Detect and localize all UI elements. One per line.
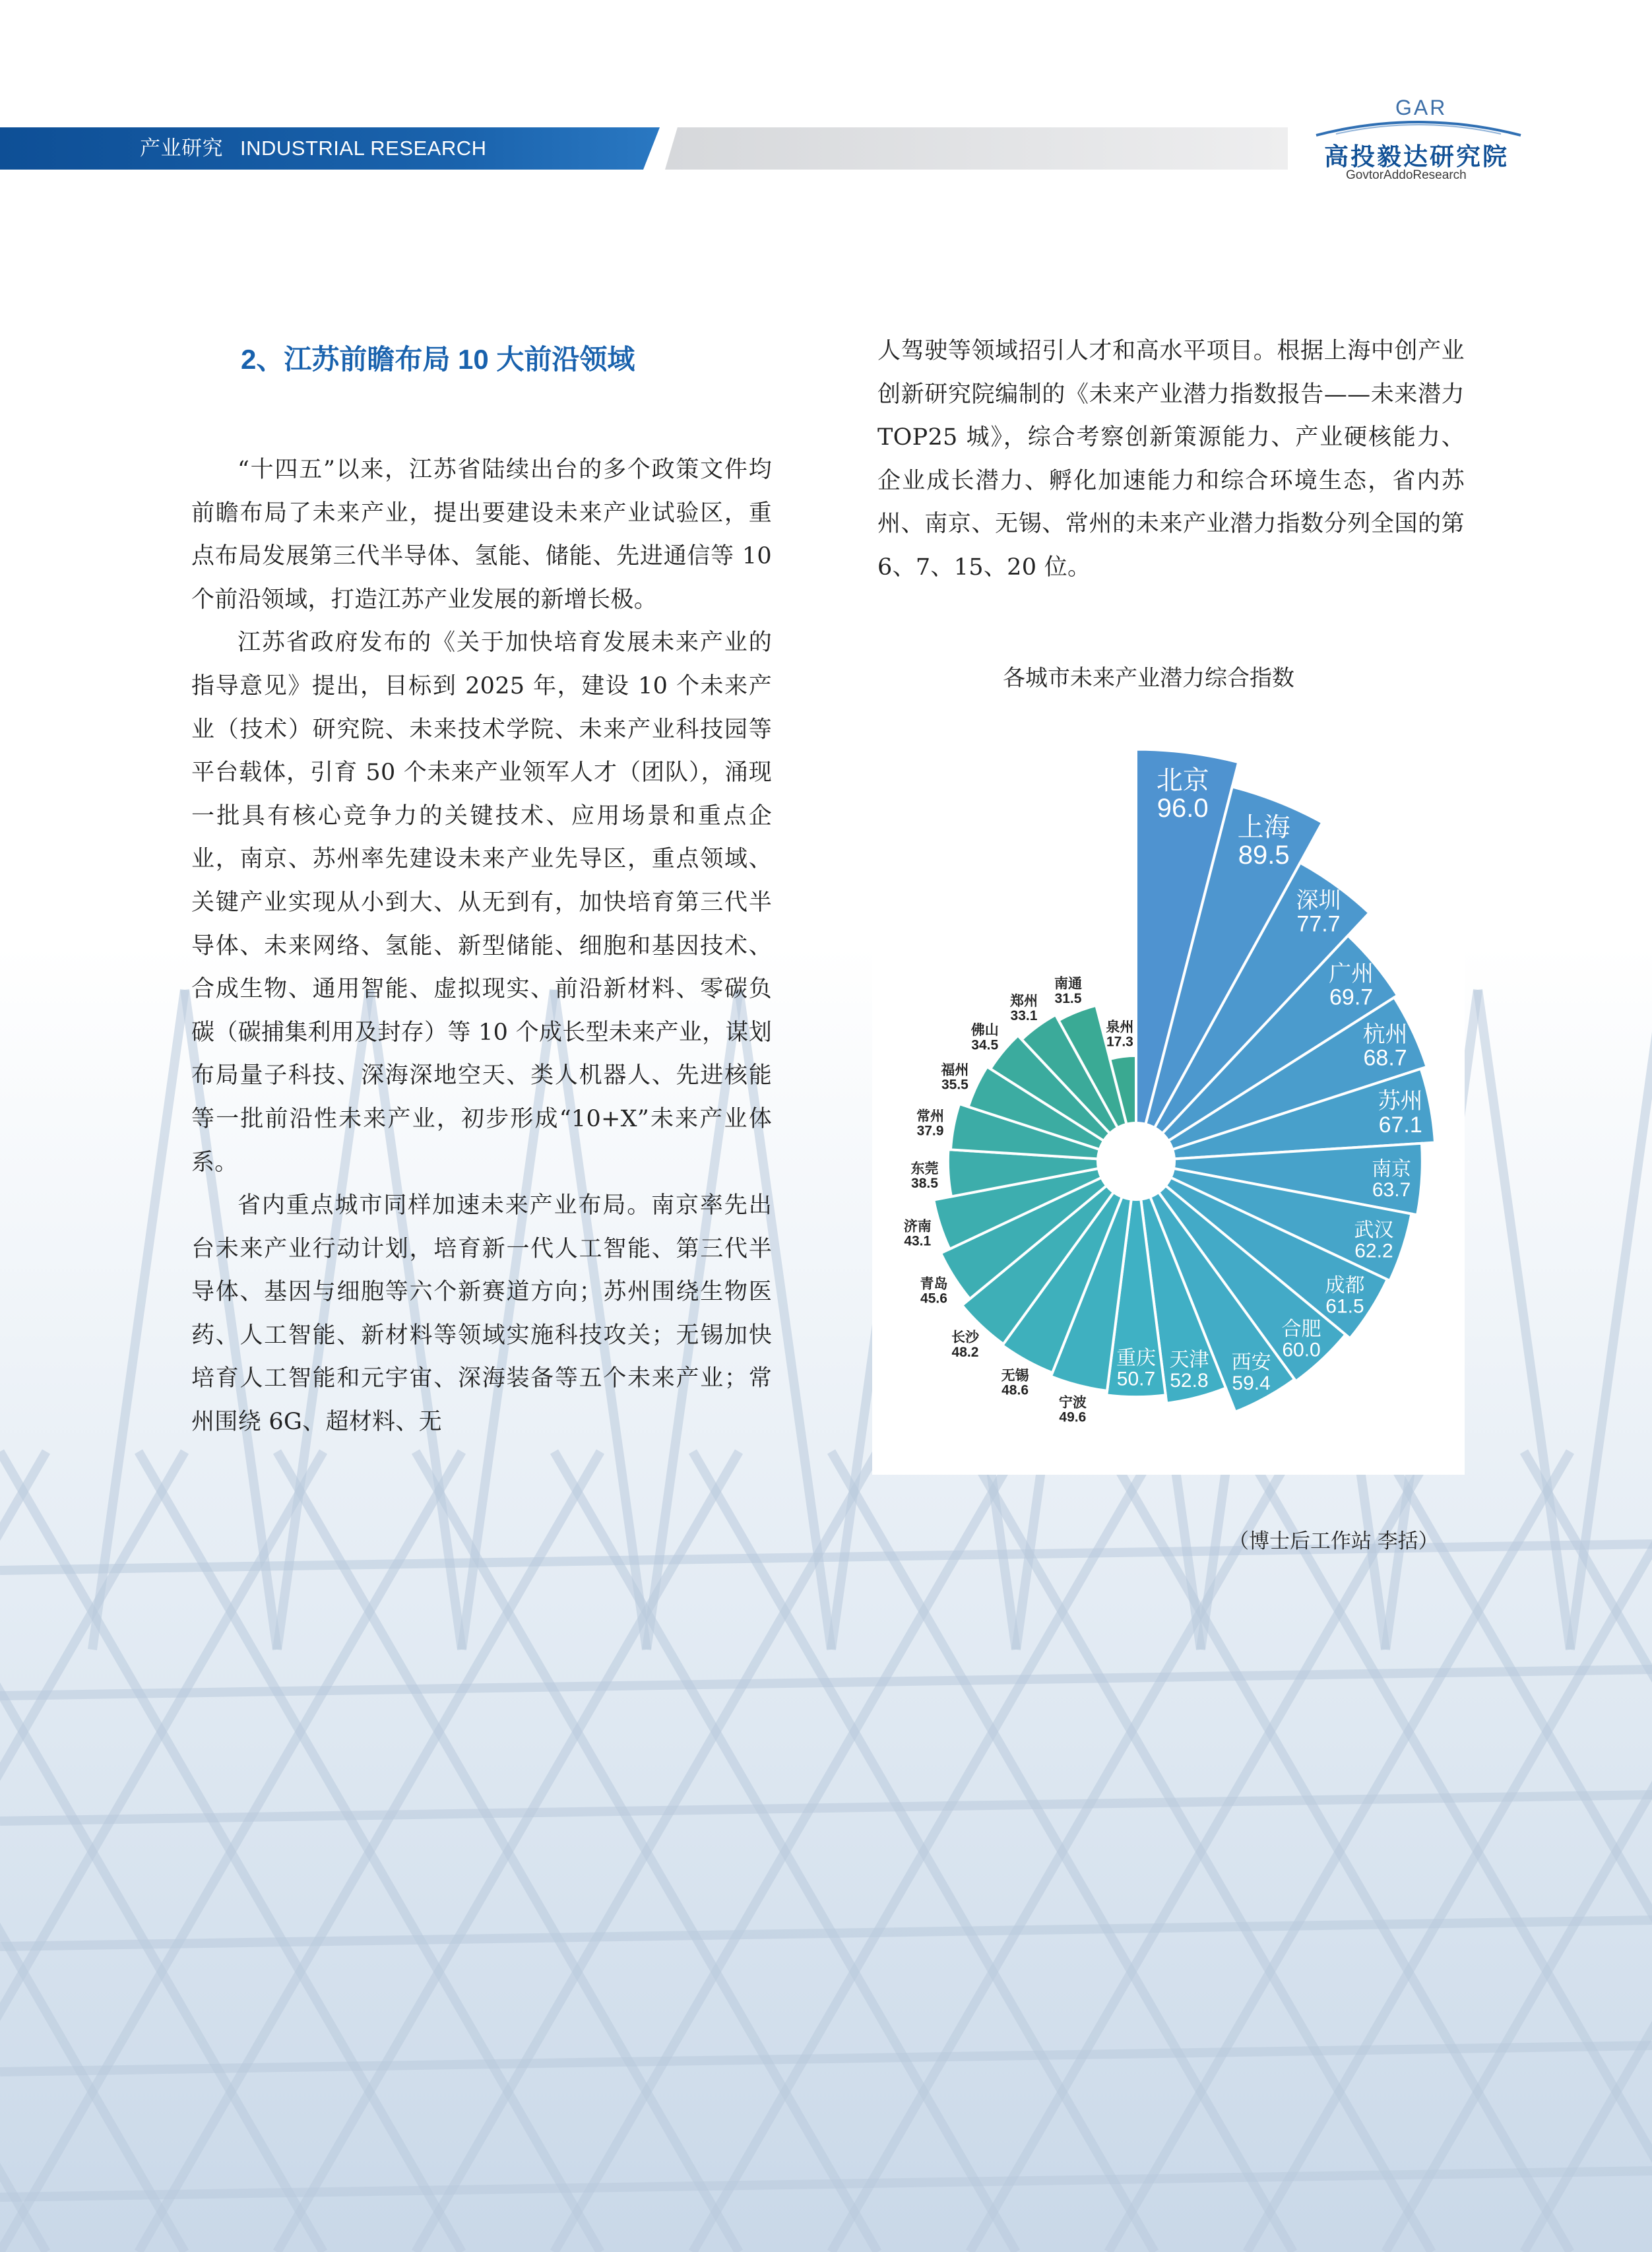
value-label: 96.0 (1157, 794, 1209, 823)
category-label: 青岛 (920, 1276, 948, 1292)
value-label: 68.7 (1363, 1045, 1407, 1071)
category-label: 杭州 (1362, 1021, 1408, 1047)
category-label: 泉州 (1106, 1019, 1134, 1035)
gar-logo (1310, 96, 1527, 188)
value-label: 48.2 (951, 1344, 979, 1360)
category-label: 佛山 (970, 1023, 999, 1039)
value-label: 62.2 (1354, 1240, 1393, 1262)
category-label: 深圳 (1296, 888, 1341, 914)
value-label: 77.7 (1296, 911, 1341, 937)
value-label: 45.6 (920, 1291, 947, 1306)
value-label: 59.4 (1232, 1372, 1271, 1395)
value-label: 35.5 (941, 1077, 969, 1093)
paragraph-3: 省内重点城市同样加速未来产业布局。南京率先出台未来产业行动计划，培育新一代人工智能、第三代半导体、基因与细胞等六个新赛道方向；苏州围绕生物医药、人工智能、新材料等领域实施科技攻关；无锡加快培育人工智能和元宇宙、深海装备等五个未来产业；常州围绕 6G、超材料、无 (191, 1192, 772, 1436)
value-label: 49.6 (1059, 1409, 1087, 1425)
category-label: 东莞 (910, 1161, 939, 1177)
category-label: 济南 (903, 1219, 932, 1235)
logo-arc-icon (1310, 112, 1527, 138)
chart-container (872, 709, 1465, 1475)
header-grey-bar (665, 127, 1288, 170)
category-label: 成都 (1325, 1274, 1365, 1297)
paragraph-4: 人驾驶等领域招引人才和高水平项目。根据上海中创产业创新研究院编制的《未来产业潜力指数报告——未来潜力 TOP25 城》，综合考察创新策源能力、产业硬核能力、企业成长潜力、孵化加速能力和综合环境生态，省内苏州、南京、无锡、常州的未来产业潜力指数分列全国的第 6、7、15、20 位。 (877, 338, 1465, 581)
author-credit: （博士后工作站 李括） (1228, 1529, 1439, 1553)
category-label: 南京 (1372, 1158, 1412, 1180)
logo-abbr: GAR (1395, 96, 1447, 119)
value-label: 67.1 (1378, 1112, 1422, 1138)
category-label: 北京 (1156, 766, 1209, 796)
value-label: 50.7 (1116, 1368, 1156, 1390)
radial-bar-chart (872, 709, 1465, 1475)
chart-center-hole (1099, 1124, 1173, 1198)
value-label: 61.5 (1325, 1295, 1364, 1318)
section-title: 2、江苏前瞻布局 10 大前沿领域 (241, 344, 635, 375)
paragraph-2: 江苏省政府发布的《关于加快培育发展未来产业的指导意见》提出，目标到 2025 年，建设 10 个未来产业（技术）研究院、未来技术学院、未来产业科技园等平台载体，引育 50 个未来产业领军人才（团队），涌现一批具有核心竞争力的关键技术、应用场景和重点企业，南京、苏州率先建设未来产业先导区，重点领域、关键产业实现从小到大、从无到有，加快培育第三代半导体、未来网络、氢能、新型储能、细胞和基因技术、合成生物、通用智能、虚拟现实、前沿新材料、零碳负碳（碳捕集利用及封存）等 10 个成长型未来产业，谋划布局量子科技、深海深地空天、类人机器人、先进核能等一批前沿性未来产业，初步形成“10+X”未来产业体系。 (191, 629, 772, 1176)
logo-name-en: GovtorAddoResearch (1346, 168, 1467, 182)
category-label: 无锡 (1001, 1368, 1029, 1384)
category-label: 南通 (1054, 976, 1082, 992)
value-label: 89.5 (1238, 840, 1290, 870)
value-label: 60.0 (1282, 1339, 1321, 1361)
value-label: 52.8 (1170, 1369, 1209, 1392)
value-label: 38.5 (911, 1176, 938, 1192)
category-label: 天津 (1169, 1349, 1209, 1371)
category-label: 上海 (1237, 812, 1290, 842)
chart-title: 各城市未来产业潜力综合指数 (1003, 666, 1294, 691)
category-label: 常州 (916, 1109, 945, 1124)
right-column (877, 330, 1465, 590)
category-label: 郑州 (1009, 993, 1038, 1009)
category-label: 长沙 (951, 1330, 979, 1345)
paragraph-1: “十四五”以来，江苏省陆续出台的多个政策文件均前瞻布局了未来产业，提出要建设未来产业试验区，重点布局发展第三代半导体、氢能、储能、先进通信等 10 个前沿领域，打造江苏产业发展的新增长极。 (191, 457, 772, 613)
category-label: 宁波 (1058, 1395, 1087, 1411)
value-label: 34.5 (971, 1037, 999, 1053)
value-label: 69.7 (1329, 984, 1374, 1010)
category-label: 武汉 (1354, 1219, 1394, 1242)
value-label: 43.1 (904, 1233, 932, 1249)
header-section-en: INDUSTRIAL RESEARCH (240, 137, 487, 160)
value-label: 63.7 (1372, 1178, 1411, 1201)
category-label: 合肥 (1281, 1318, 1321, 1340)
category-label: 苏州 (1378, 1089, 1423, 1114)
category-label: 西安 (1231, 1351, 1271, 1374)
value-label: 31.5 (1054, 990, 1082, 1006)
header-section-label (140, 131, 487, 166)
logo-name-cn: 高投毅达研究院 (1324, 143, 1509, 170)
left-column (191, 330, 772, 1444)
value-label: 37.9 (916, 1123, 944, 1139)
value-label: 17.3 (1106, 1034, 1133, 1050)
value-label: 33.1 (1010, 1008, 1038, 1023)
value-label: 48.6 (1001, 1382, 1029, 1398)
category-label: 广州 (1329, 961, 1374, 986)
category-label: 重庆 (1116, 1347, 1156, 1370)
header-section-cn: 产业研究 (140, 137, 223, 160)
category-label: 福州 (941, 1062, 969, 1078)
